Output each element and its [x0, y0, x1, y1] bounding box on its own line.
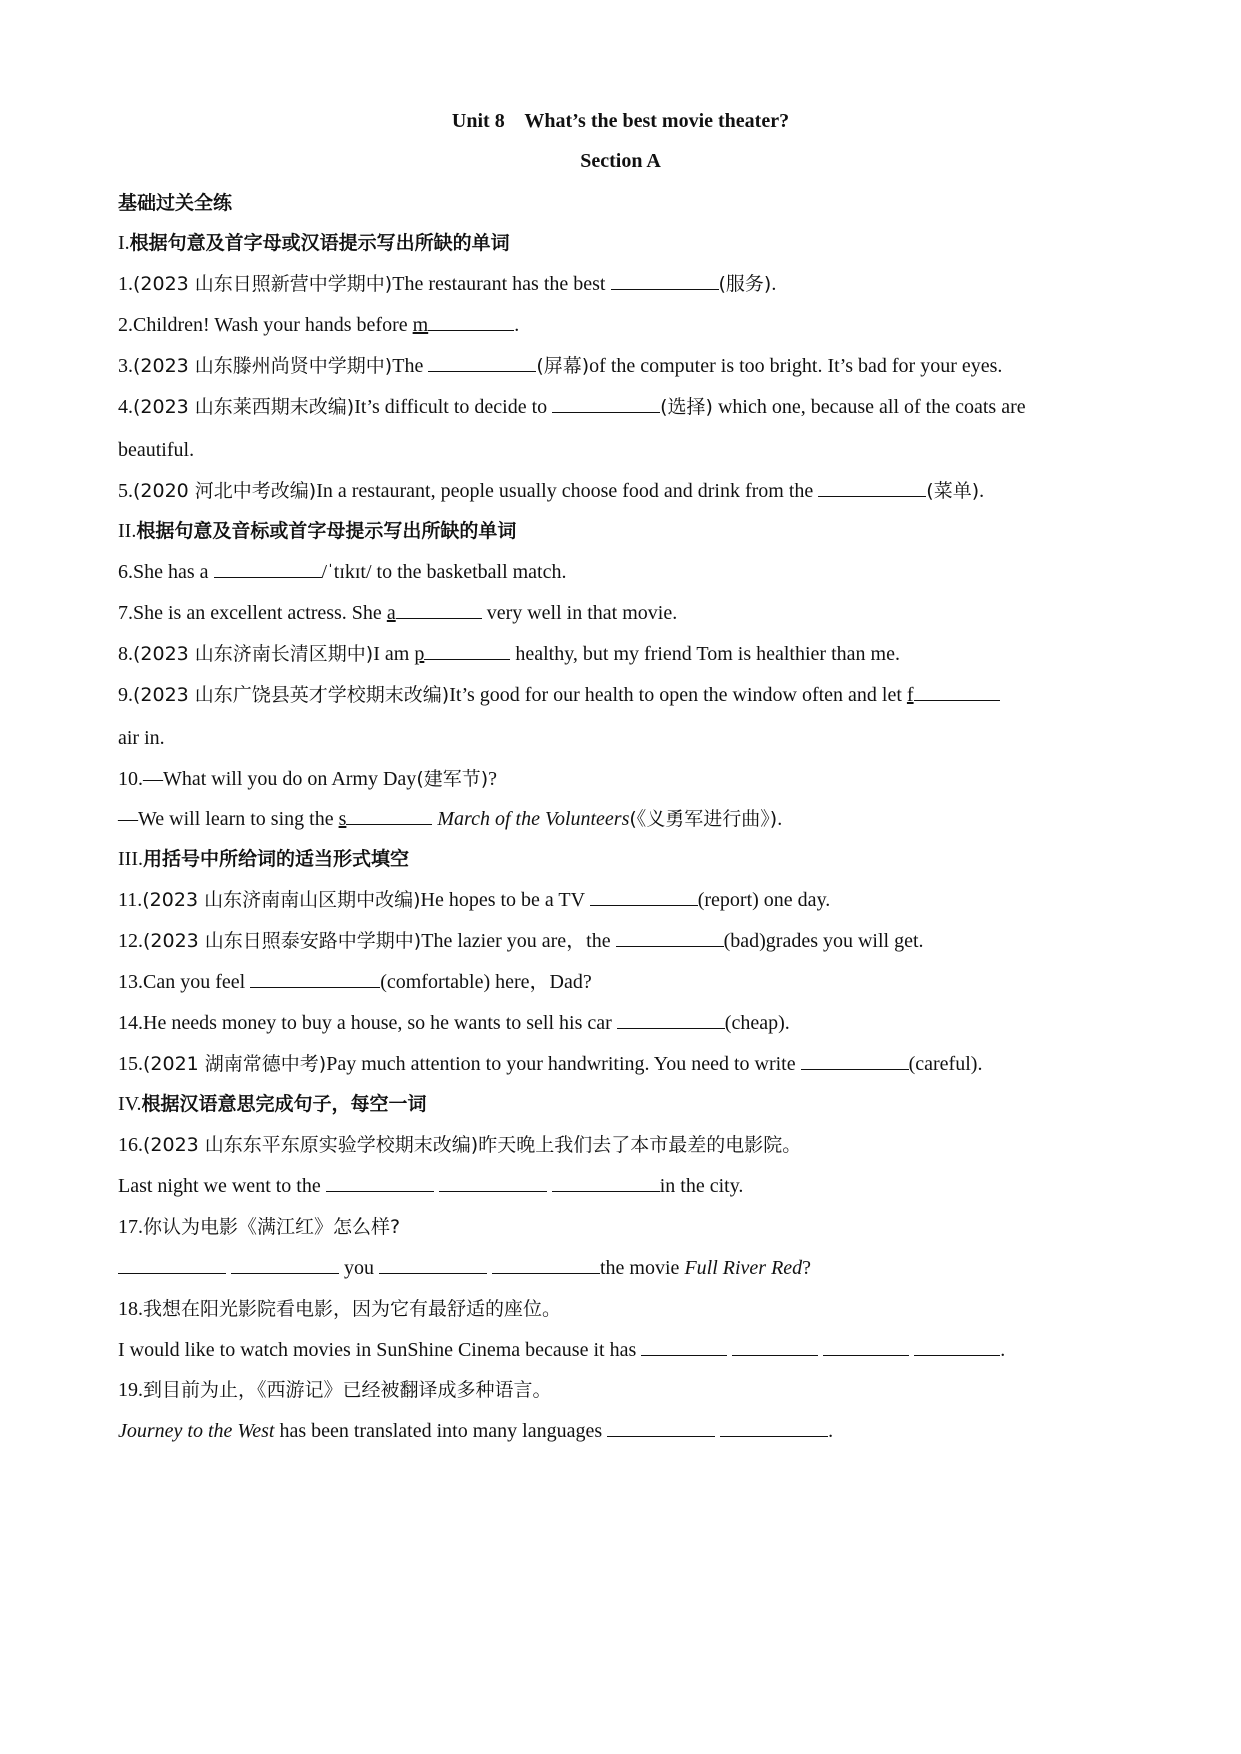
- answer-blank[interactable]: [801, 1051, 909, 1070]
- answer-blank[interactable]: [396, 600, 482, 619]
- question-15: 15.(2021 湖南常德中考)Pay much attention to your handwriting. You need to write (careful).: [118, 1053, 983, 1075]
- answer-blank[interactable]: [914, 682, 1000, 701]
- answer-blank[interactable]: [118, 1255, 226, 1274]
- question-1: 1.(2023 山东日照新营中学期中)The restaurant has the best (服务).: [118, 273, 777, 295]
- answer-blank[interactable]: [214, 559, 322, 578]
- question-17-answer-line: you the movie Full River Red?: [118, 1255, 811, 1281]
- question-10-answer-line: —We will learn to sing the s March of the Volunteers(《义勇军进行曲》).: [118, 808, 783, 830]
- question-4-continued: beautiful.: [118, 439, 195, 461]
- section-title: Section A: [580, 150, 661, 172]
- answer-blank[interactable]: [914, 1337, 1000, 1356]
- answer-blank[interactable]: [611, 271, 719, 290]
- question-7: 7.She is an excellent actress. She a very well in that movie.: [118, 602, 678, 624]
- question-17: 17.你认为电影《满江红》怎么样?: [118, 1216, 401, 1238]
- answer-blank[interactable]: [492, 1255, 600, 1274]
- answer-blank[interactable]: [346, 806, 432, 825]
- answer-blank[interactable]: [823, 1337, 909, 1356]
- answer-blank[interactable]: [231, 1255, 339, 1274]
- answer-blank[interactable]: [428, 312, 514, 331]
- answer-blank[interactable]: [439, 1173, 547, 1192]
- section-heading-1: I.根据句意及首字母或汉语提示写出所缺的单词: [118, 232, 510, 254]
- part-heading: 基础过关全练: [118, 192, 233, 214]
- answer-blank[interactable]: [607, 1418, 715, 1437]
- answer-blank[interactable]: [732, 1337, 818, 1356]
- unit-title: Unit 8 What’s the best movie theater?: [451, 110, 790, 132]
- question-9-continued: air in.: [118, 727, 165, 749]
- answer-blank[interactable]: [379, 1255, 487, 1274]
- question-19-answer-line: Journey to the West has been translated into many languages .: [118, 1420, 834, 1442]
- answer-blank[interactable]: [424, 641, 510, 660]
- section-heading-3: III.用括号中所给词的适当形式填空: [118, 848, 409, 870]
- question-8: 8.(2023 山东济南长清区期中)I am p healthy, but my friend Tom is healthier than me.: [118, 643, 900, 665]
- question-11: 11.(2023 山东济南南山区期中改编)He hopes to be a TV (report) one day.: [118, 889, 831, 911]
- answer-blank[interactable]: [818, 478, 926, 497]
- answer-blank[interactable]: [428, 353, 536, 372]
- question-13: 13.Can you feel (comfortable) here，Dad?: [118, 971, 592, 993]
- question-16: 16.(2023 山东东平东原实验学校期末改编)昨天晚上我们去了本市最差的电影院。: [118, 1134, 802, 1156]
- section-heading-4: IV.根据汉语意思完成句子，每空一词: [118, 1093, 427, 1115]
- answer-blank[interactable]: [552, 1173, 660, 1192]
- question-5: 5.(2020 河北中考改编)In a restaurant, people usually choose food and drink from the (菜单).: [118, 480, 985, 502]
- answer-blank[interactable]: [617, 1010, 725, 1029]
- question-18: 18.我想在阳光影院看电影，因为它有最舒适的座位。: [118, 1298, 562, 1320]
- answer-blank[interactable]: [616, 928, 724, 947]
- question-6: 6.She has a /ˈtɪkɪt/ to the basketball match.: [118, 561, 567, 583]
- answer-blank[interactable]: [552, 394, 660, 413]
- section-heading-2: II.根据句意及音标或首字母提示写出所缺的单词: [118, 520, 517, 542]
- question-10: 10.—What will you do on Army Day(建军节)?: [118, 768, 498, 790]
- question-18-answer-line: I would like to watch movies in SunShine Cinema because it has .: [118, 1339, 1006, 1361]
- question-3: 3.(2023 山东滕州尚贤中学期中)The (屏幕)of the computer is too bright. It’s bad for your eyes.: [118, 355, 1003, 377]
- question-16-answer-line: Last night we went to the in the city.: [118, 1175, 744, 1197]
- answer-blank[interactable]: [250, 969, 380, 988]
- question-9: 9.(2023 山东广饶县英才学校期末改编)It’s good for our health to open the window often and let f: [118, 682, 1000, 708]
- answer-blank[interactable]: [326, 1173, 434, 1192]
- answer-blank[interactable]: [720, 1418, 828, 1437]
- question-14: 14.He needs money to buy a house, so he wants to sell his car (cheap).: [118, 1012, 790, 1034]
- answer-blank[interactable]: [590, 887, 698, 906]
- question-4: 4.(2023 山东莱西期末改编)It’s difficult to decide to (选择) which one, because all of the coats are: [118, 396, 1026, 418]
- question-12: 12.(2023 山东日照泰安路中学期中)The lazier you are，the (bad)grades you will get.: [118, 930, 924, 952]
- question-2: 2.Children! Wash your hands before m .: [118, 314, 520, 336]
- question-19: 19.到目前为止，《西游记》已经被翻译成多种语言。: [118, 1379, 552, 1401]
- answer-blank[interactable]: [641, 1337, 727, 1356]
